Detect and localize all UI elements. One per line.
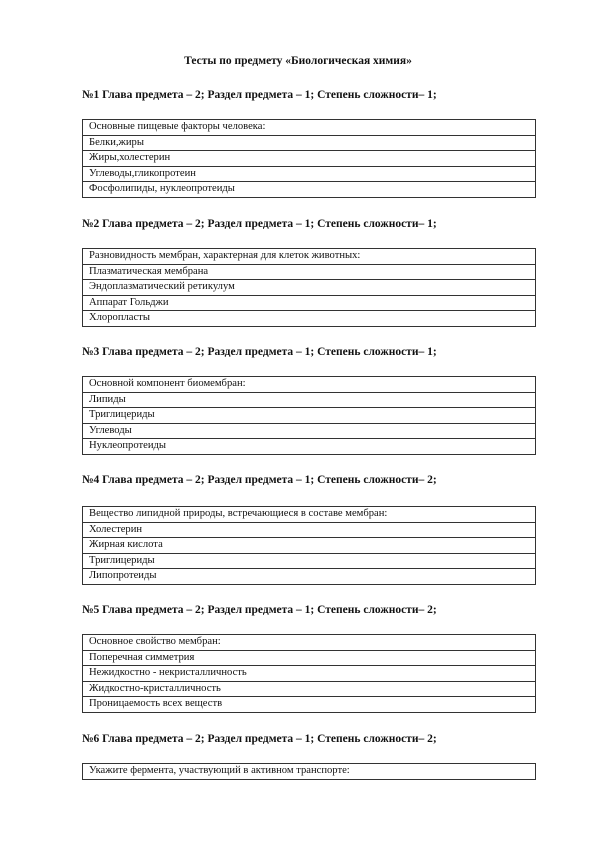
question-2-option-2: Эндоплазматический ретикулум	[83, 280, 536, 296]
question-1-option-1: Белки,жиры	[83, 135, 536, 151]
question-4-table	[82, 506, 536, 585]
question-2-option-1: Плазматическая мембрана	[83, 264, 536, 280]
question-1-table	[82, 119, 536, 198]
question-4-heading: №4 Глава предмета – 2; Раздел предмета – 1; Степень сложности– 2;	[82, 474, 437, 486]
question-3-option-1: Липиды	[83, 392, 536, 408]
question-3-prompt: Основной компонент биомембран:	[83, 377, 536, 393]
question-5-heading: №5 Глава предмета – 2; Раздел предмета – 1; Степень сложности– 2;	[82, 604, 437, 616]
question-3-option-3: Углеводы	[83, 423, 536, 439]
question-4-option-2: Жирная кислота	[83, 538, 536, 554]
question-6-prompt: Укажите фермента, участвующий в активном транспорте:	[83, 764, 536, 780]
question-1-option-4: Фосфолипиды, нуклеопротеиды	[83, 182, 536, 198]
question-6-table	[82, 763, 536, 780]
question-4-option-3: Триглицериды	[83, 553, 536, 569]
question-1-prompt: Основные пищевые факторы человека:	[83, 120, 536, 136]
question-4-prompt: Вещество липидной природы, встречающиеся в составе мембран:	[83, 507, 536, 523]
question-5-option-4: Проницаемость всех веществ	[83, 697, 536, 713]
question-1-option-2: Жиры,холестерин	[83, 151, 536, 167]
question-4-option-4: Липопротеиды	[83, 569, 536, 585]
question-6-heading: №6 Глава предмета – 2; Раздел предмета – 1; Степень сложности– 2;	[82, 733, 437, 745]
question-5-table	[82, 634, 536, 713]
question-4-option-1: Холестерин	[83, 522, 536, 538]
question-3-heading: №3 Глава предмета – 2; Раздел предмета – 1; Степень сложности– 1;	[82, 346, 437, 358]
question-5-option-2: Нежидкостно - некристалличность	[83, 666, 536, 682]
document-title: Тесты по предмету «Биологическая химия»	[184, 55, 412, 67]
question-2-prompt: Разновидность мембран, характерная для клеток животных:	[83, 249, 536, 265]
question-3-option-4: Нуклеопротеиды	[83, 439, 536, 455]
question-2-table	[82, 248, 536, 327]
question-3-option-2: Триглицериды	[83, 408, 536, 424]
question-2-option-4: Хлоропласты	[83, 311, 536, 327]
question-1-heading: №1 Глава предмета – 2; Раздел предмета – 1; Степень сложности– 1;	[82, 89, 437, 101]
question-5-option-1: Поперечная симметрия	[83, 650, 536, 666]
question-2-option-3: Аппарат Гольджи	[83, 295, 536, 311]
question-5-option-3: Жидкостно-кристалличность	[83, 681, 536, 697]
question-2-heading: №2 Глава предмета – 2; Раздел предмета – 1; Степень сложности– 1;	[82, 218, 437, 230]
question-3-table	[82, 376, 536, 455]
question-5-prompt: Основное свойство мембран:	[83, 635, 536, 651]
question-1-option-3: Углеводы,гликопротеин	[83, 166, 536, 182]
